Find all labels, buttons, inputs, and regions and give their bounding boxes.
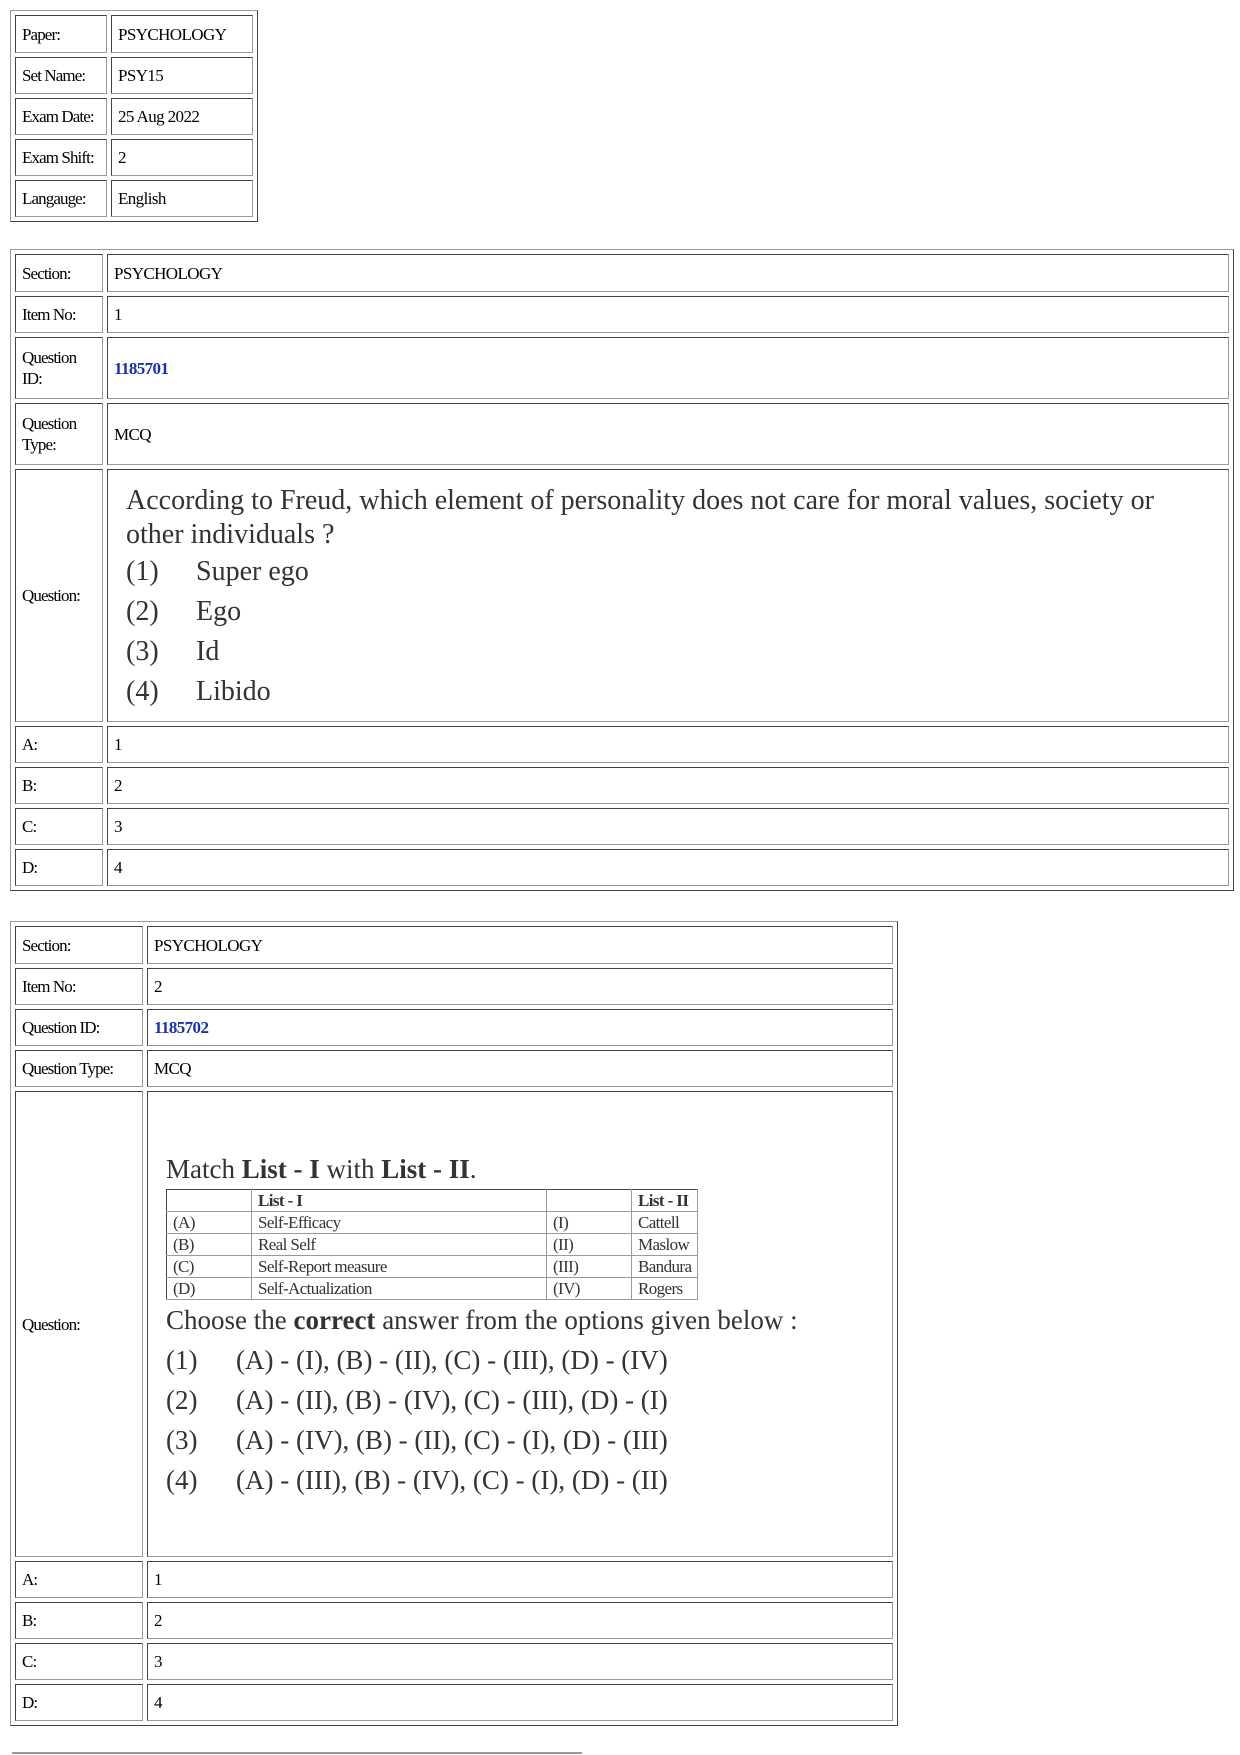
set-label: Set Name:: [15, 57, 107, 94]
answer-label: C:: [15, 808, 103, 845]
question-stem: According to Freud, which element of personality does not care for moral values, society or other individuals ?: [126, 484, 1154, 550]
left-key: (C): [167, 1255, 252, 1277]
answer-value: 1: [147, 1561, 893, 1598]
answer-value: 2: [147, 1602, 893, 1639]
answer-value: 4: [147, 1684, 893, 1721]
choose-suffix: answer from the options given below :: [375, 1304, 798, 1335]
answer-value: 1: [107, 726, 1229, 763]
question-label: Question:: [15, 469, 103, 722]
option-number: (3): [126, 635, 159, 667]
question-content: [166, 1149, 882, 1500]
answer-row-b: [15, 767, 1229, 804]
answer-label: A:: [15, 726, 103, 763]
option-number: (2): [166, 1384, 198, 1415]
section-row: [15, 926, 893, 964]
question-type-row: [15, 1050, 893, 1087]
option-1: [166, 1340, 882, 1380]
answer-row-b: [15, 1602, 893, 1639]
question-type-label: Question Type:: [15, 403, 103, 465]
match-instruction: [166, 1149, 882, 1189]
item-no-value: 2: [147, 968, 893, 1005]
question-body: [107, 469, 1229, 722]
answer-value: 3: [147, 1643, 893, 1680]
item-no-label: Item No:: [15, 968, 143, 1005]
answer-value: 2: [107, 767, 1229, 804]
right-item: Bandura: [632, 1255, 698, 1277]
left-key: (B): [167, 1233, 252, 1255]
right-key: (I): [547, 1211, 632, 1233]
paper-value: PSYCHOLOGY: [111, 15, 253, 53]
left-key: (D): [167, 1277, 252, 1299]
list-2-heading: List - II: [638, 1190, 689, 1210]
answer-row-c: [15, 1643, 893, 1680]
option-2: [166, 1380, 882, 1420]
language-label: Langauge:: [15, 180, 107, 217]
left-item: Real Self: [252, 1233, 547, 1255]
match-prefix: Match: [166, 1153, 242, 1184]
right-item: Maslow: [632, 1233, 698, 1255]
question-type-label: Question Type:: [15, 1050, 143, 1087]
left-item: Self-Report measure: [252, 1255, 547, 1277]
question-type-row: [15, 403, 1229, 465]
date-row: [15, 98, 253, 135]
paper-label: Paper:: [15, 15, 107, 53]
set-value: PSY15: [111, 57, 253, 94]
answer-label: C:: [15, 1643, 143, 1680]
section-row: [15, 254, 1229, 292]
option-text: Libido: [196, 675, 271, 707]
item-no-value: 1: [107, 296, 1229, 333]
answer-row-d: [15, 849, 1229, 886]
question-content: [126, 484, 1214, 712]
match-header: [167, 1189, 698, 1211]
option-number: (1): [166, 1344, 198, 1375]
left-item: Self-Efficacy: [252, 1211, 547, 1233]
question-body: [147, 1091, 893, 1557]
option-text: Id: [196, 635, 220, 667]
option-4: [126, 672, 1214, 712]
language-value: English: [111, 180, 253, 217]
option-3: [166, 1420, 882, 1460]
match-row-a: [167, 1211, 698, 1233]
choose-instruction: [166, 1300, 882, 1340]
option-number: (2): [126, 595, 159, 627]
match-table: [166, 1189, 698, 1300]
option-text: (A) - (I), (B) - (II), (C) - (III), (D) - (IV): [236, 1344, 668, 1375]
right-key: (IV): [547, 1277, 632, 1299]
item-no-row: [15, 296, 1229, 333]
section-value: PSYCHOLOGY: [107, 254, 1229, 292]
question-label: Question:: [15, 1091, 143, 1557]
paper-row: [15, 15, 253, 53]
match-row-c: [167, 1255, 698, 1277]
question-id-value: 1185702: [147, 1009, 893, 1046]
question-id-row: [15, 1009, 893, 1046]
shift-label: Exam Shift:: [15, 139, 107, 176]
item-no-label: Item No:: [15, 296, 103, 333]
set-row: [15, 57, 253, 94]
choose-prefix: Choose the: [166, 1304, 294, 1335]
option-3: [126, 632, 1214, 672]
option-number: (4): [166, 1464, 198, 1495]
right-item: Rogers: [632, 1277, 698, 1299]
question-row: [15, 1091, 893, 1557]
option-text: (A) - (IV), (B) - (II), (C) - (I), (D) - (III): [236, 1424, 668, 1455]
right-key: (II): [547, 1233, 632, 1255]
answer-label: D:: [15, 849, 103, 886]
answer-row-a: [15, 726, 1229, 763]
shift-value: 2: [111, 139, 253, 176]
left-key: (A): [167, 1211, 252, 1233]
language-row: [15, 180, 253, 217]
match-row-d: [167, 1277, 698, 1299]
option-text: (A) - (II), (B) - (IV), (C) - (III), (D) - (I): [236, 1384, 668, 1415]
answer-label: D:: [15, 1684, 143, 1721]
list-1-ref: List - I: [241, 1153, 320, 1184]
exam-info-table: [10, 10, 258, 222]
question-id-value: 1185701: [107, 337, 1229, 399]
section-value: PSYCHOLOGY: [147, 926, 893, 964]
question-row: [15, 469, 1229, 722]
option-text: (A) - (III), (B) - (IV), (C) - (I), (D) - (II): [236, 1464, 668, 1495]
option-number: (3): [166, 1424, 198, 1455]
left-item: Self-Actualization: [252, 1277, 547, 1299]
option-1: [126, 552, 1214, 592]
option-4: [166, 1460, 882, 1500]
option-2: [126, 592, 1214, 632]
question-id-label: Question ID:: [15, 337, 103, 399]
date-value: 25 Aug 2022: [111, 98, 253, 135]
bottom-divider: [12, 1752, 582, 1754]
with-word: with: [319, 1153, 382, 1184]
period: .: [469, 1153, 477, 1184]
choose-bold: correct: [293, 1304, 376, 1335]
item-no-row: [15, 968, 893, 1005]
shift-row: [15, 139, 253, 176]
match-row-b: [167, 1233, 698, 1255]
option-number: (4): [126, 675, 159, 707]
answer-label: B:: [15, 767, 103, 804]
question-table-1: [10, 249, 1234, 891]
option-text: Super ego: [196, 555, 309, 587]
answer-label: A:: [15, 1561, 143, 1598]
question-type-value: MCQ: [107, 403, 1229, 465]
list-2-ref: List - II: [381, 1153, 470, 1184]
answer-value: 4: [107, 849, 1229, 886]
date-label: Exam Date:: [15, 98, 107, 135]
right-key: (III): [547, 1255, 632, 1277]
list-1-heading: List - I: [258, 1190, 303, 1210]
option-number: (1): [126, 555, 159, 587]
answer-label: B:: [15, 1602, 143, 1639]
right-item: Cattell: [632, 1211, 698, 1233]
answer-row-c: [15, 808, 1229, 845]
section-label: Section:: [15, 926, 143, 964]
question-id-row: [15, 337, 1229, 399]
answer-row-a: [15, 1561, 893, 1598]
answer-row-d: [15, 1684, 893, 1721]
question-table-2: [10, 921, 898, 1726]
answer-value: 3: [107, 808, 1229, 845]
question-type-value: MCQ: [147, 1050, 893, 1087]
option-text: Ego: [196, 595, 242, 627]
section-label: Section:: [15, 254, 103, 292]
question-id-label: Question ID:: [15, 1009, 143, 1046]
